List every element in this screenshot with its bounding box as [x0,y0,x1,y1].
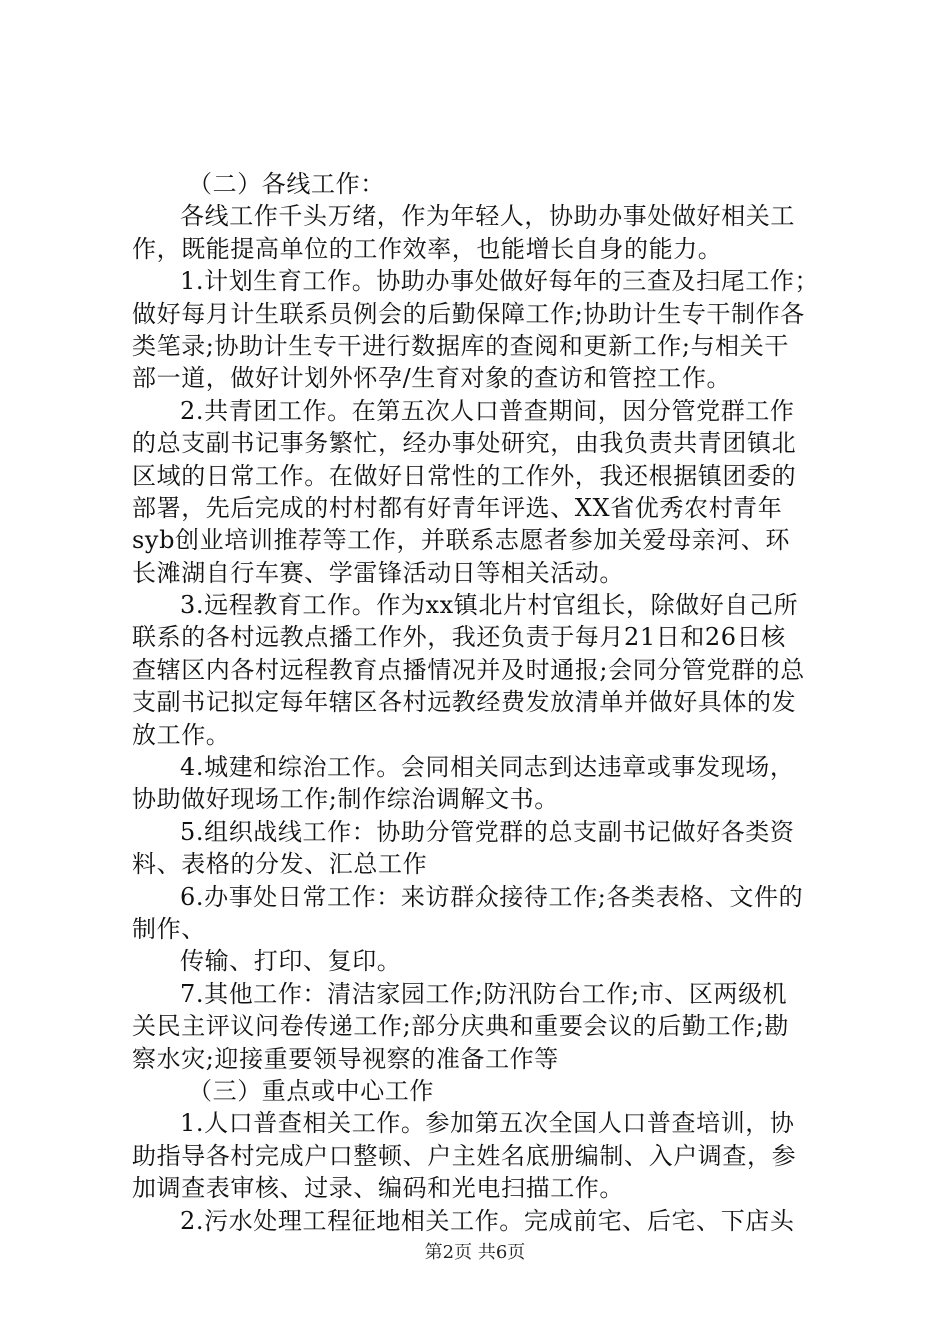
paragraph-line: 联系的各村远教点播工作外，我还负责于每月21日和26日核 [132,623,786,652]
paragraph-line: 长滩湖自行车赛、学雷锋活动日等相关活动。 [132,558,624,587]
section-heading: （三）重点或中心工作 [188,1076,434,1105]
paragraph-line: 4.城建和综治工作。会同相关同志到达违章或事发现场， [180,753,795,782]
paragraph-line: 部署，先后完成的村村都有好青年评选、XX省优秀农村青年 [132,493,783,522]
paragraph-line: 支副书记拟定每年辖区各村远教经费发放清单并做好具体的发 [132,688,797,717]
page-footer [0,1238,950,1264]
paragraph-line: 2.污水处理工程征地相关工作。完成前宅、后宅、下店头 [180,1206,795,1235]
paragraph-line: 7.其他工作：清洁家园工作;防汛防台工作;市、区两级机 [180,979,788,1008]
paragraph-line: 2.共青团工作。在第五次人口普查期间，因分管党群工作 [180,396,795,425]
paragraph-line: 传输、打印、复印。 [180,947,402,976]
paragraph-line: 协助做好现场工作;制作综治调解文书。 [132,785,559,814]
paragraph-line: 做好每月计生联系员例会的后勤保障工作;协助计生专干制作各 [132,299,805,328]
section-heading: （二）各线工作： [188,170,385,198]
paragraph-line: 1.计划生育工作。协助办事处做好每年的三查及扫尾工作； [180,267,820,296]
paragraph-line: 5.组织战线工作：协助分管党群的总支副书记做好各类资 [180,817,795,846]
paragraph-line: 部一道，做好计划外怀孕/生育对象的查访和管控工作。 [132,364,732,393]
document-body [132,168,832,1237]
paragraph-line: 制作、 [132,914,206,943]
paragraph-line: 的总支副书记事务繁忙，经办事处研究，由我负责共青团镇北 [132,429,797,458]
paragraph-line: 放工作。 [132,720,231,749]
paragraph-line: 1.人口普查相关工作。参加第五次全国人口普查培训，协 [180,1109,795,1138]
paragraph-line: 类笔录;协助计生专干进行数据库的查阅和更新工作;与相关干 [132,331,789,360]
paragraph-line: 作，既能提高单位的工作效率，也能增长自身的能力。 [132,234,723,263]
paragraph-line: 各线工作千头万绪，作为年轻人，协助办事处做好相关工 [180,202,795,231]
paragraph-line: syb创业培训推荐等工作，并联系志愿者参加关爱母亲河、环 [132,526,791,555]
paragraph-line: 料、表格的分发、汇总工作 [132,850,428,879]
paragraph-line: 查辖区内各村远程教育点播情况并及时通报;会同分管党群的总 [132,655,805,684]
paragraph-line: 关民主评议问卷传递工作;部分庆典和重要会议的后勤工作;勘 [132,1012,789,1041]
page-number-label: 第2页 共6页 [424,1242,526,1263]
paragraph-line: 加调查表审核、过录、编码和光电扫描工作。 [132,1174,624,1203]
paragraph-line: 区域的日常工作。在做好日常性的工作外，我还根据镇团委的 [132,461,797,490]
paragraph-line: 助指导各村完成户口整顿、户主姓名底册编制、入户调查，参 [132,1141,797,1170]
paragraph-line: 3.远程教育工作。作为xx镇北片村官组长，除做好自己所 [180,591,799,620]
paragraph-line: 6.办事处日常工作：来访群众接待工作;各类表格、文件的 [180,882,804,911]
paragraph-line: 察水灾;迎接重要领导视察的准备工作等 [132,1044,559,1073]
